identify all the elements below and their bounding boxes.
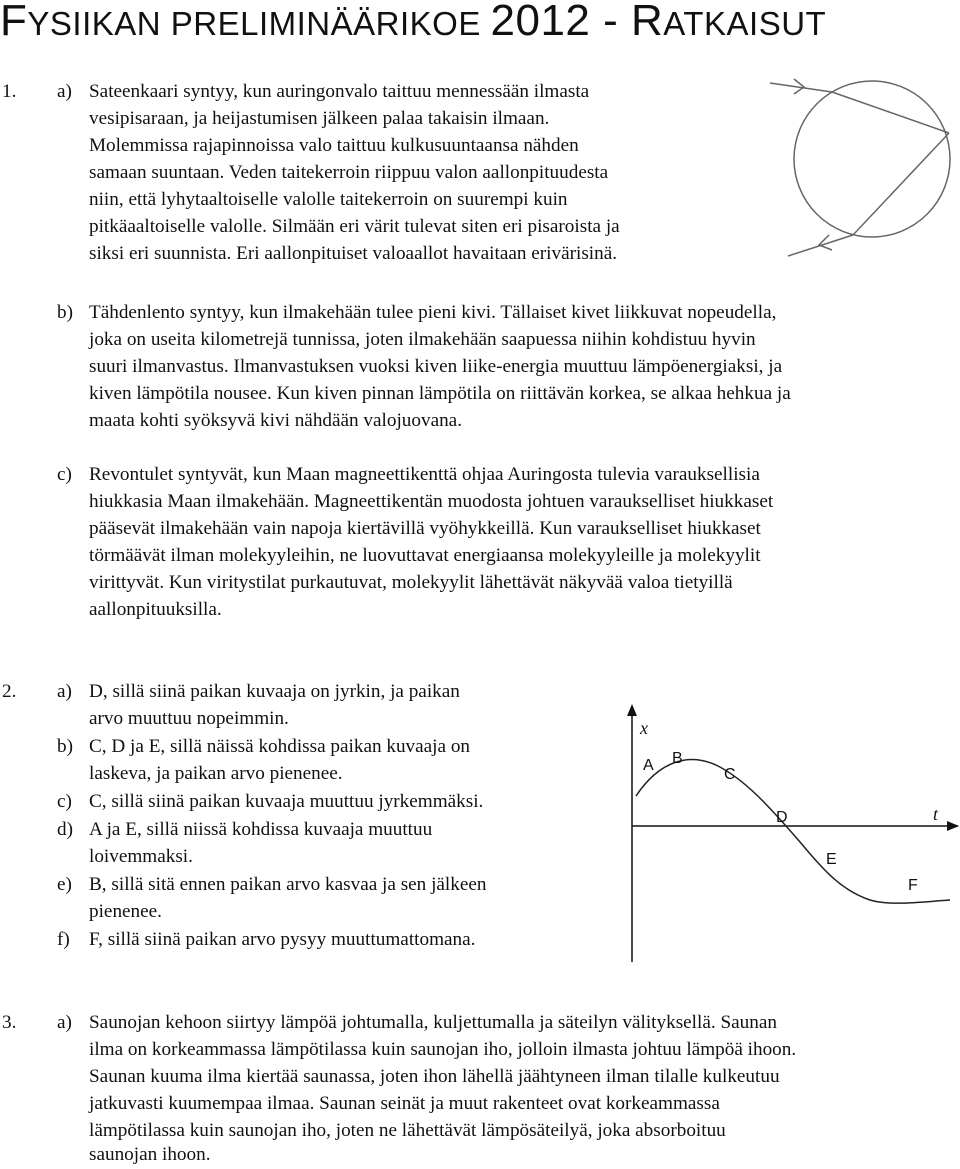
- raindrop-diagram: [760, 70, 960, 270]
- reflected-ray: [853, 133, 949, 235]
- q2d-label: d): [57, 819, 73, 840]
- point-label-f: F: [908, 877, 918, 894]
- question-number-1: 1.: [2, 81, 17, 102]
- x-axis-label: t: [933, 804, 939, 824]
- text-line: siksi eri suunnista. Eri aallonpituiset valoaallot havaitaan erivärisinä.: [89, 243, 618, 264]
- point-label-d: D: [776, 809, 788, 826]
- text-line: vesipisaraan, ja heijastumisen jälkeen palaa takaisin ilmaan.: [89, 108, 550, 129]
- point-label-c: C: [724, 766, 736, 783]
- text-line: arvo muuttuu nopeimmin.: [89, 708, 289, 729]
- text-line: loivemmaksi.: [89, 846, 193, 867]
- text-line: aallonpituuksilla.: [89, 599, 222, 620]
- q1b-label: b): [57, 302, 73, 323]
- q1c-label: c): [57, 464, 72, 485]
- text-line: niin, että lyhytaaltoiselle valolle taitekerroin on suurempi kuin: [89, 189, 568, 210]
- text-line: ilma on korkeammassa lämpötilassa kuin saunojan iho, jolloin ilmasta johtuu lämpöä ihoon.: [89, 1039, 797, 1060]
- text-line: suuri ilmanvastus. Ilmanvastuksen vuoksi kiven liike-energia muuttuu lämpöenergiaksi, ja: [89, 356, 783, 377]
- text-line: Tähdenlento syntyy, kun ilmakehään tulee pieni kivi. Tällaiset kivet liikkuvat nopeudella,: [89, 302, 777, 323]
- text-line: törmäävät ilman molekyyleihin, ne luovuttavat energiaansa molekyyleille ja molekyylit: [89, 545, 761, 566]
- text-line: maata kohti syöksyvä kivi nähdään valojuovana.: [89, 410, 462, 431]
- text-line: lämpötilassa kuin saunojan iho, joten ne lähettävät lämpösäteilyä, joka absorboituu: [89, 1120, 726, 1141]
- text-line: Molemmissa rajapinnoissa valo taittuu kulkusuuntaansa nähden: [89, 135, 579, 156]
- text-line: pääsevät ilmakehään vain napoja kiertävillä vyöhykkeillä. Kun varaukselliset hiukkaset: [89, 518, 761, 539]
- text-line: Revontulet syntyvät, kun Maan magneettikenttä ohjaa Auringosta tulevia varauksellisia: [89, 464, 760, 485]
- text-line: jatkuvasti kuumempaa ilmaa. Saunan seinät ja muut rakenteet ovat korkeammassa: [89, 1093, 720, 1114]
- q2c-label: c): [57, 791, 72, 812]
- text-line: kiven lämpötila nousee. Kun kiven pinnan lämpötila on riittävän korkea, se alkaa hehkua ja: [89, 383, 791, 404]
- text-line: laskeva, ja paikan arvo pienenee.: [89, 763, 343, 784]
- text-line: Saunan kuuma ilma kiertää saunassa, joten ihon lähellä jäähtyneen ilman tilalle kulkeutuu: [89, 1066, 780, 1087]
- point-label-a: A: [643, 757, 654, 774]
- position-time-graph: [600, 700, 960, 970]
- text-line: pienenee.: [89, 901, 162, 922]
- text-line: joka on useita kilometrejä tunnissa, joten ilmakehään saapuessa niihin kohdistuu hyvin: [89, 329, 756, 350]
- raindrop-circle: [794, 81, 950, 237]
- text-line: D, sillä siinä paikan kuvaaja on jyrkin, ja paikan: [89, 681, 460, 702]
- text-line: A ja E, sillä niissä kohdissa kuvaaja muuttuu: [89, 819, 433, 840]
- text-line: virittyvät. Kun viritystilat purkautuvat, molekyylit lähettävät näkyvää valoa tietyillä: [89, 572, 733, 593]
- q3a-label: a): [57, 1012, 72, 1033]
- point-label-b: B: [672, 750, 683, 767]
- x-axis-arrow: [947, 821, 959, 831]
- text-line: C, D ja E, sillä näissä kohdissa paikan kuvaaja on: [89, 736, 471, 757]
- q1a-label: a): [57, 81, 72, 102]
- text-line: pitkäaaltoiselle valolle. Silmään eri värit tulevat siten eri pisaroista ja: [89, 216, 620, 237]
- internal-ray: [832, 92, 949, 133]
- question-number-3: 3.: [2, 1012, 17, 1033]
- q2a-label: a): [57, 681, 72, 702]
- text-line: Sateenkaari syntyy, kun auringonvalo taittuu mennessään ilmasta: [89, 81, 590, 102]
- page-title: FYSIIKAN PRELIMINÄÄRIKOE 2012 - RATKAISUT: [0, 0, 827, 45]
- q2e-label: e): [57, 874, 72, 895]
- y-axis-arrow: [627, 704, 637, 716]
- q2b-label: b): [57, 736, 73, 757]
- question-number-2: 2.: [2, 681, 17, 702]
- text-line: C, sillä siinä paikan kuvaaja muuttuu jyrkemmäksi.: [89, 791, 484, 812]
- text-line: samaan suuntaan. Veden taitekerroin riippuu valon aallonpituudesta: [89, 162, 609, 183]
- text-line: saunojan ihoon.: [89, 1144, 211, 1165]
- text-line: hiukkasia Maan ilmakehään. Magneettikentän muodosta johtuen varaukselliset hiukkaset: [89, 491, 774, 512]
- text-line: B, sillä sitä ennen paikan arvo kasvaa ja sen jälkeen: [89, 874, 487, 895]
- point-label-e: E: [826, 851, 837, 868]
- position-curve: [636, 759, 950, 903]
- q2f-label: f): [57, 929, 70, 950]
- y-axis-label: x: [640, 718, 648, 738]
- text-line: Saunojan kehoon siirtyy lämpöä johtumalla, kuljettumalla ja säteilyn välityksellä. Saunan: [89, 1012, 777, 1033]
- text-line: F, sillä siinä paikan arvo pysyy muuttumattomana.: [89, 929, 476, 950]
